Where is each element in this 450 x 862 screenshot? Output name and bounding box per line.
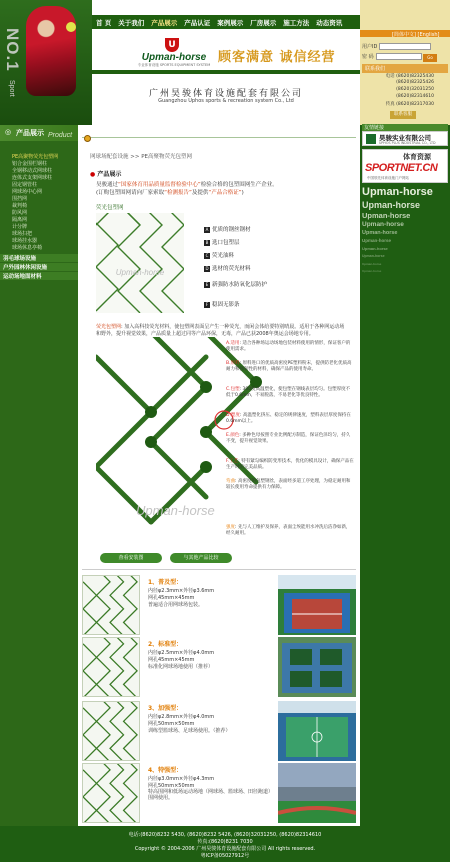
feature-item: [226, 341, 354, 353]
product-spec: 内径φ3.0mm×外径φ4.3mm: [148, 776, 215, 782]
legend-item: [204, 251, 234, 259]
intro-line-1: [96, 180, 346, 188]
logo-shield-icon: U: [165, 38, 179, 52]
nav-construction[interactable]: 施工方法: [283, 18, 310, 27]
contact-line: (8620)82325426: [396, 80, 434, 85]
court-photo: [278, 575, 356, 635]
logo-text: Upman-horse: [141, 52, 207, 63]
sidebar-item[interactable]: PE高聚物荧光包塑网: [12, 154, 59, 160]
product-title: 1、普及型：: [148, 579, 183, 586]
partner-name-en: UPHOS PLUS INDUSTRIAL CO., LTD: [379, 141, 436, 145]
product-spec: 网孔50mm×50mm: [148, 783, 195, 789]
footer-icp[interactable]: 粤ICP备05027912号: [200, 853, 250, 859]
bullet-icon: ●: [90, 171, 98, 178]
feature-item: [226, 361, 354, 373]
brand-watermark: Upman-horse: [362, 221, 404, 228]
partner-name: 昊骏实业有限公司: [379, 134, 431, 142]
figure-label: 荧光包塑网: [96, 205, 124, 211]
product-spec: 网孔45mm×45mm: [148, 595, 195, 601]
feature-text: : 原料进口的优质高密度PE塑料粉末，提供防老化优质高耐力和强韧性的材料，确保产品的使用寿命。: [226, 361, 352, 372]
legend-item: [204, 225, 251, 233]
intro-text: 检验合格的包塑围网生产企业。: [200, 182, 278, 188]
product-spec: 标准化网球场地使用（推荐）: [148, 664, 214, 670]
sidebar-item[interactable]: 球场休息亭椅: [12, 245, 43, 251]
feature-item: [226, 459, 354, 471]
contact-line: 电话 (8620)82325430: [385, 74, 434, 79]
partner-link-sportnet[interactable]: [362, 149, 448, 183]
legend-label: 选口包塑层: [212, 240, 240, 246]
contact-line: (8620)32031250: [396, 87, 434, 92]
legend-label: 新强防水防氧化层防护: [212, 282, 268, 288]
mesh-thumbnail: [82, 575, 140, 635]
desc-text: : 加入高科技荧光材料，使包塑网表面呈产生一种荧光，而闲会体给要特别晴晨。适用于各种网运动场和野外，提升视觉效果，产品质量上超过同等产品环保，无毒，产品已获2008年奥运会场地专用。: [96, 324, 345, 337]
login-button[interactable]: Go: [423, 54, 437, 62]
footer-copyright: Copyright © 2004-2006 广州昊骏体育设施配套有限公司 All rights reserved.: [134, 846, 316, 852]
brand-watermark: Upman-horse: [362, 269, 382, 273]
legend-item: [204, 264, 251, 272]
partner-logo-icon: [366, 134, 376, 144]
intro-line-2: [96, 188, 346, 196]
legend-marker: F: [205, 302, 209, 307]
password-label: 密 码: [362, 54, 374, 60]
player-figure: [26, 6, 76, 96]
legend-marker: D: [205, 266, 209, 271]
partner-cn: 体育资源: [403, 153, 431, 161]
feature-text: : 适合各种场运动场地包装材料使用的情形，保证客户的使用需求。: [226, 341, 351, 352]
sidebar-item[interactable]: 计分牌: [12, 224, 28, 230]
sidebar-category-outdoor[interactable]: 户外园林休闲设施: [0, 263, 78, 271]
intro-text: ): [241, 190, 244, 196]
section-title-text: 产品展示: [97, 171, 122, 178]
brand-watermark: Upman-horse: [362, 262, 382, 266]
svg-text:Upman-horse: Upman-horse: [136, 503, 215, 518]
legend-marker: E: [205, 282, 209, 287]
stadium-photo: [278, 763, 356, 823]
divider: [82, 137, 356, 138]
legend-item: [204, 300, 240, 308]
feature-text: : 高温塑化挤压、稳定的规律速度，塑料表层厚度保持在0.6mm以上。: [226, 413, 351, 424]
feature-label: E.颜色: [226, 433, 240, 438]
sidebar-category-badminton[interactable]: 羽毛球场设施: [0, 254, 78, 262]
product-card[interactable]: [82, 763, 356, 825]
sidebar-item[interactable]: 网球场中心网: [12, 189, 43, 195]
brand-watermark: Upman-horse: [362, 230, 398, 236]
logo-subtitle: 专业体育设施 SPORTS EQUIPMENT SYSTEM: [137, 63, 211, 67]
court-photo: [278, 637, 356, 697]
contact-line: (8620)82314610: [396, 94, 434, 99]
tennis-player-photo: [0, 0, 92, 125]
nav-about[interactable]: 关于我们: [118, 18, 145, 27]
product-title: 3、加强型：: [148, 705, 183, 712]
product-spec: 网孔50mm×50mm: [148, 721, 195, 727]
product-spec: 网孔45mm×45mm: [148, 657, 195, 663]
brand-side-sub: Sport: [8, 80, 15, 97]
sidebar-item[interactable]: 全钢移动式网球柱: [12, 168, 53, 174]
product-card[interactable]: [82, 637, 356, 699]
partner-subtitle: 中国领先体育设施门户网站: [367, 176, 409, 180]
feature-item: [226, 433, 354, 445]
sidebar-item[interactable]: 防风网: [12, 210, 28, 216]
language-switch[interactable]: [简体中文] [English]: [392, 32, 440, 38]
company-logo[interactable]: [130, 38, 218, 68]
brand-side-text: NO.1: [3, 28, 22, 72]
feature-label: A.适用: [226, 341, 240, 346]
sidebar-title: 产品展示: [16, 129, 44, 137]
sidebar-title-en: Product: [48, 132, 73, 139]
bullet-icon: [84, 135, 91, 142]
legend-label: 荧光油料: [212, 253, 235, 259]
contact-title: 联系我们: [362, 64, 448, 73]
feature-label: D.塑度: [226, 413, 240, 418]
sidebar-item[interactable]: 裁判椅: [12, 203, 28, 209]
mesh-thumbnail: [82, 763, 140, 823]
tennis-icon: ◎: [5, 128, 12, 136]
desc-highlight: 荧光包塑网: [96, 324, 122, 330]
company-name-en: Guangzhou Uphos sports & recreation system Co., Ltd: [158, 98, 294, 104]
intro-text: 及提供: [191, 190, 209, 196]
sidebar-header: [0, 125, 78, 141]
divider: [82, 569, 356, 570]
view-install-button[interactable]: 查看安装图: [100, 553, 162, 563]
product-spec: 特高围网和低场运动场地（网球场、篮球场、田径跑道）围网使用。: [148, 789, 274, 801]
partner-logo-text: SPORTNET.CN: [365, 162, 438, 174]
intro-highlight: “国家体育用品质量监督检验中心”: [118, 182, 201, 188]
nav-home[interactable]: 首 页: [96, 18, 112, 27]
feature-text: : 300度高温塑化，使包塑在钢线表层均匀。包塑厚度不低于0.6mm，不易脱落，不易老化等优良特性。: [226, 387, 351, 398]
product-spec: 普遍适合用网球场包装。: [148, 602, 204, 608]
legend-label: 稳固无影条: [212, 302, 240, 308]
partner-link-uphos[interactable]: [362, 131, 448, 146]
left-sidebar: [0, 125, 78, 826]
product-spec: 内径φ2.8mm×外径φ4.0mm: [148, 714, 215, 720]
mesh-diagram: [96, 213, 184, 313]
compare-products-button[interactable]: 与其他产品比较: [170, 553, 232, 563]
feature-item: [226, 387, 354, 399]
brand-watermark: Upman-horse: [362, 186, 433, 198]
feature-label: F.工艺: [226, 459, 239, 464]
intro-text: (订购包塑围网请向厂家索取: [96, 190, 165, 196]
legend-item: [204, 280, 267, 288]
sidebar-item[interactable]: 铝合金围栏钢柱: [12, 161, 48, 167]
contact-service-button[interactable]: 联系客服: [390, 111, 416, 119]
main-content: [78, 125, 360, 826]
password-input[interactable]: [376, 53, 422, 60]
sidebar-item[interactable]: 隔离网: [12, 217, 28, 223]
breadcrumb[interactable]: 网球场配套设施 >> PE高聚物荧光包塑网: [90, 154, 193, 160]
feature-text: : 高密度的包塑钢丝，表面经多道工序处理，为稳定耐用和较长使用寿命提供有力保障。: [226, 479, 351, 490]
sidebar-item[interactable]: 连体式支架网球柱: [12, 175, 53, 181]
mesh-thumbnail: [82, 637, 140, 697]
product-spec: 内径φ2.5mm×外径φ4.0mm: [148, 650, 215, 656]
user-id-row: [362, 43, 431, 50]
feature-label: C.包塑: [226, 387, 240, 392]
product-title: 2、标准型：: [148, 641, 183, 648]
user-id-input[interactable]: [379, 43, 431, 50]
legend-label: 选材的荧光材料: [212, 266, 251, 272]
feature-text: : 多种色母按照专业比例配方制造，保证色泽均匀，持久不变，提升视觉效果。: [226, 433, 351, 444]
mesh-thumbnail: [82, 701, 140, 761]
company-name-cn: 广州昊骏体育设施配套有限公司: [148, 89, 303, 99]
section-title: [90, 169, 121, 178]
partners-title: 友情链接: [362, 124, 448, 131]
nav-news[interactable]: 动态资讯: [316, 18, 343, 27]
product-spec: 内径φ2.3mm×外径φ3.6mm: [148, 588, 215, 594]
nav-cases[interactable]: 案例展示: [217, 18, 244, 27]
product-spec: 训练型篮球场、足球场使用。（推荐）: [148, 728, 231, 734]
feature-item: [226, 479, 354, 491]
intro-text: 昊骏通过: [96, 182, 119, 188]
sidebar-item[interactable]: 固定钢管柱: [12, 182, 38, 188]
footer-fax: 传真:(8620)8231 7030: [197, 839, 253, 845]
feature-item: [226, 525, 354, 537]
sidebar-category-flooring[interactable]: 运动场地面材料: [0, 272, 78, 280]
tennis-ball-icon: [66, 22, 76, 32]
brand-watermark: Upman-horse: [362, 238, 392, 243]
court-photo: [278, 701, 356, 761]
product-card[interactable]: [82, 701, 356, 763]
feature-text: : 先与人工维护及保养，表面尘埃能用水冲洗后洁净如新，经久耐用。: [226, 525, 351, 536]
sidebar-item[interactable]: 球场扫把: [12, 231, 33, 237]
main-nav: [92, 15, 360, 29]
brand-watermark: Upman-horse: [362, 211, 411, 220]
feature-text: : 特有紧勾编织防变形技术，优化的模具设计，确保产品在生产时的完美品质。: [226, 459, 354, 470]
product-title: 4、特强型：: [148, 767, 183, 774]
header-band: [92, 70, 360, 74]
feature-label: B.原料: [226, 361, 240, 366]
brand-watermark: Upman-horse: [362, 246, 388, 251]
product-card[interactable]: [82, 575, 356, 637]
slogan: 顾客满意 诚信经营: [218, 50, 336, 65]
sidebar-item[interactable]: 球场挂水器: [12, 238, 38, 244]
password-row: [362, 53, 422, 60]
brand-watermark: Upman-horse: [362, 200, 421, 210]
user-id-label: 用户ID: [362, 44, 378, 50]
contact-line: 传真 (8620)82317030: [385, 102, 434, 107]
legend-marker: A: [205, 227, 209, 232]
legend-label: 优质的钢丝钢材: [212, 227, 251, 233]
sidebar-item[interactable]: 围挡网: [12, 196, 28, 202]
nav-products[interactable]: 产品展示: [151, 18, 178, 27]
intro-highlight: “检测报告”: [164, 190, 192, 196]
footer-phone: 电话:(8620)8232 5430, (8620)8232 5426, (8620)32031250, (8620)82314610: [128, 832, 322, 838]
legend-marker: B: [205, 240, 209, 245]
svg-text:Upman-horse: Upman-horse: [115, 268, 165, 277]
intro-highlight: “产品合格证”: [208, 190, 242, 196]
legend-item: [204, 238, 240, 246]
feature-item: [226, 413, 354, 425]
feature-label: 弯曲: [226, 479, 235, 484]
footer: [0, 826, 450, 862]
legend-marker: C: [205, 253, 209, 258]
brand-watermark: Upman-horse: [362, 254, 385, 258]
nav-certification[interactable]: 产品认证: [184, 18, 211, 27]
product-description: [96, 324, 346, 338]
feature-label: 强度: [226, 525, 235, 530]
nav-factory[interactable]: 厂房展示: [250, 18, 277, 27]
